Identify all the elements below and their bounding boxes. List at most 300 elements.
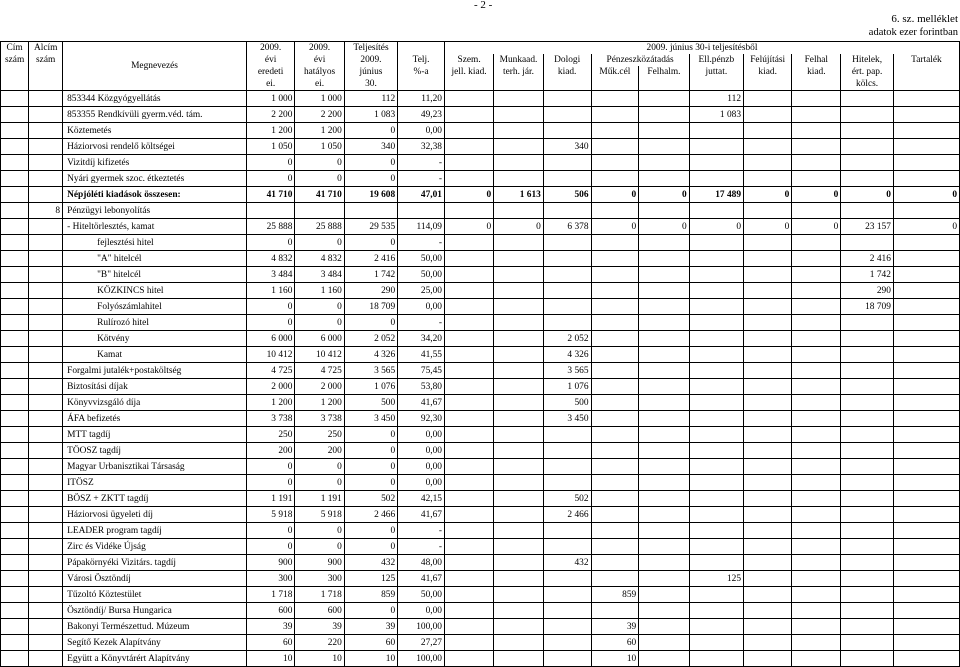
- value-cell: [893, 347, 959, 363]
- value-cell: 10: [344, 651, 397, 667]
- value-cell: [841, 379, 894, 395]
- value-cell: [841, 139, 894, 155]
- value-cell: 2 200: [295, 107, 344, 123]
- value-cell: [494, 587, 544, 603]
- cim-cell: [1, 363, 29, 379]
- alcim-cell: [29, 443, 63, 459]
- value-cell: [444, 587, 493, 603]
- value-cell: 39: [295, 619, 344, 635]
- value-cell: [543, 587, 591, 603]
- table-row: [1, 267, 960, 283]
- cim-cell: [1, 571, 29, 587]
- table-row: [1, 139, 960, 155]
- value-cell: 900: [246, 555, 294, 571]
- value-cell: [744, 571, 792, 587]
- value-cell: [689, 251, 743, 267]
- value-cell: [893, 379, 959, 395]
- value-cell: 4 725: [295, 363, 344, 379]
- value-cell: -: [398, 315, 445, 331]
- value-cell: [792, 123, 841, 139]
- value-cell: [543, 635, 591, 651]
- value-cell: 39: [591, 619, 639, 635]
- value-cell: 0: [639, 187, 690, 203]
- value-cell: [494, 443, 544, 459]
- table-row: [1, 347, 960, 363]
- value-cell: 0: [344, 603, 397, 619]
- value-cell: [494, 651, 544, 667]
- row-label: 853355 Rendkívüli gyerm.véd. tám.: [63, 107, 247, 123]
- value-cell: [639, 107, 690, 123]
- value-cell: [444, 651, 493, 667]
- value-cell: [744, 299, 792, 315]
- value-cell: [893, 395, 959, 411]
- header-c2-4: ei.: [295, 78, 344, 91]
- value-cell: 0: [344, 235, 397, 251]
- value-cell: 0: [344, 171, 397, 187]
- alcim-cell: [29, 491, 63, 507]
- value-cell: [444, 411, 493, 427]
- header-c1-3: eredeti: [246, 66, 294, 78]
- value-cell: 0: [444, 187, 493, 203]
- value-cell: [841, 587, 894, 603]
- value-cell: 0: [295, 315, 344, 331]
- header-c12: Felhal: [792, 54, 841, 66]
- alcim-cell: [29, 363, 63, 379]
- value-cell: [792, 91, 841, 107]
- value-cell: [591, 91, 639, 107]
- value-cell: [494, 123, 544, 139]
- table-row: [1, 171, 960, 187]
- value-cell: 3 565: [543, 363, 591, 379]
- value-cell: 0: [344, 459, 397, 475]
- value-cell: [543, 107, 591, 123]
- cim-cell: [1, 91, 29, 107]
- value-cell: [744, 107, 792, 123]
- header-alcim: Alcím: [29, 42, 63, 55]
- value-cell: [841, 427, 894, 443]
- alcim-cell: [29, 459, 63, 475]
- value-cell: [639, 395, 690, 411]
- value-cell: [893, 91, 959, 107]
- value-cell: [494, 203, 544, 219]
- value-cell: 3 450: [344, 411, 397, 427]
- value-cell: 27,27: [398, 635, 445, 651]
- value-cell: [893, 107, 959, 123]
- header-c9: Felhalm.: [639, 66, 690, 78]
- value-cell: [543, 315, 591, 331]
- value-cell: 0: [295, 523, 344, 539]
- value-cell: 1 000: [246, 91, 294, 107]
- value-cell: [792, 395, 841, 411]
- value-cell: [893, 155, 959, 171]
- value-cell: [893, 603, 959, 619]
- value-cell: [591, 427, 639, 443]
- value-cell: [344, 203, 397, 219]
- alcim-cell: [29, 139, 63, 155]
- value-cell: 23 157: [841, 219, 894, 235]
- header-c10-2: juttat.: [689, 66, 743, 78]
- value-cell: 1 050: [246, 139, 294, 155]
- header-name: Megnevezés: [63, 54, 247, 78]
- value-cell: [444, 555, 493, 571]
- value-cell: 4 832: [295, 251, 344, 267]
- value-cell: 300: [295, 571, 344, 587]
- value-cell: [543, 459, 591, 475]
- value-cell: 39: [246, 619, 294, 635]
- value-cell: 0: [295, 459, 344, 475]
- value-cell: [744, 331, 792, 347]
- value-cell: 1 076: [543, 379, 591, 395]
- row-label: Pénzügyi lebonyolítás: [63, 203, 247, 219]
- value-cell: 432: [344, 555, 397, 571]
- value-cell: [543, 155, 591, 171]
- row-label: Folyószámlahitel: [63, 299, 247, 315]
- alcim-cell: [29, 395, 63, 411]
- value-cell: [744, 459, 792, 475]
- value-cell: [639, 475, 690, 491]
- header-c13: Hitelek,: [841, 54, 894, 66]
- value-cell: 114,09: [398, 219, 445, 235]
- value-cell: [689, 475, 743, 491]
- value-cell: [444, 539, 493, 555]
- value-cell: [792, 283, 841, 299]
- value-cell: [543, 203, 591, 219]
- value-cell: 0: [639, 219, 690, 235]
- value-cell: 39: [344, 619, 397, 635]
- value-cell: 506: [543, 187, 591, 203]
- table-body: [1, 91, 960, 667]
- value-cell: 19 608: [344, 187, 397, 203]
- value-cell: 1 613: [494, 187, 544, 203]
- value-cell: [792, 459, 841, 475]
- value-cell: [444, 619, 493, 635]
- value-cell: [689, 347, 743, 363]
- value-cell: [744, 123, 792, 139]
- value-cell: [639, 235, 690, 251]
- value-cell: 5 918: [295, 507, 344, 523]
- alcim-cell: 8: [29, 203, 63, 219]
- value-cell: [494, 363, 544, 379]
- value-cell: [543, 267, 591, 283]
- value-cell: 25 888: [246, 219, 294, 235]
- row-label: Ösztöndíj/ Bursa Hungarica: [63, 603, 247, 619]
- value-cell: 290: [841, 283, 894, 299]
- value-cell: [792, 251, 841, 267]
- table-row: [1, 91, 960, 107]
- value-cell: [841, 395, 894, 411]
- value-cell: [543, 475, 591, 491]
- value-cell: [543, 283, 591, 299]
- value-cell: [591, 363, 639, 379]
- value-cell: [444, 283, 493, 299]
- row-label: Háziorvosi rendelő költségei: [63, 139, 247, 155]
- value-cell: 17 489: [689, 187, 743, 203]
- value-cell: [841, 363, 894, 379]
- header-c2-2: évi: [295, 54, 344, 66]
- cim-cell: [1, 267, 29, 283]
- value-cell: [841, 539, 894, 555]
- value-cell: [591, 139, 639, 155]
- value-cell: [591, 507, 639, 523]
- value-cell: [591, 347, 639, 363]
- value-cell: [639, 555, 690, 571]
- value-cell: 4 326: [344, 347, 397, 363]
- row-label: fejlesztési hitel: [63, 235, 247, 251]
- value-cell: [639, 363, 690, 379]
- value-cell: [444, 235, 493, 251]
- value-cell: [893, 171, 959, 187]
- value-cell: [543, 427, 591, 443]
- cim-cell: [1, 475, 29, 491]
- value-cell: [841, 155, 894, 171]
- row-label: Pápakörnyéki Vizitárs. tagdíj: [63, 555, 247, 571]
- value-cell: 2 200: [246, 107, 294, 123]
- value-cell: [639, 587, 690, 603]
- value-cell: [841, 635, 894, 651]
- value-cell: 25,00: [398, 283, 445, 299]
- alcim-cell: [29, 603, 63, 619]
- value-cell: [494, 315, 544, 331]
- alcim-cell: [29, 171, 63, 187]
- value-cell: [744, 475, 792, 491]
- row-label: LEADER program tagdíj: [63, 523, 247, 539]
- table-row: [1, 251, 960, 267]
- value-cell: 125: [689, 571, 743, 587]
- page-number: - 2 -: [474, 0, 493, 11]
- value-cell: 1 200: [295, 123, 344, 139]
- value-cell: [744, 603, 792, 619]
- alcim-cell: [29, 267, 63, 283]
- value-cell: [444, 91, 493, 107]
- value-cell: 502: [344, 491, 397, 507]
- value-cell: [591, 315, 639, 331]
- header-cim-2: szám: [1, 54, 29, 66]
- row-label: Rulírozó hitel: [63, 315, 247, 331]
- alcim-cell: [29, 251, 63, 267]
- value-cell: 0: [295, 299, 344, 315]
- value-cell: [639, 539, 690, 555]
- value-cell: [792, 475, 841, 491]
- value-cell: [744, 507, 792, 523]
- table-row: [1, 395, 960, 411]
- value-cell: [639, 251, 690, 267]
- value-cell: [444, 475, 493, 491]
- cim-cell: [1, 555, 29, 571]
- value-cell: [744, 283, 792, 299]
- row-label: Háziorvosi ügyeleti díj: [63, 507, 247, 523]
- header-c11-2: kiad.: [744, 66, 792, 78]
- value-cell: [543, 123, 591, 139]
- value-cell: [689, 139, 743, 155]
- value-cell: [543, 299, 591, 315]
- value-cell: [639, 91, 690, 107]
- value-cell: [689, 603, 743, 619]
- value-cell: [792, 555, 841, 571]
- table-row: [1, 203, 960, 219]
- value-cell: [444, 251, 493, 267]
- row-label: MTT tagdíj: [63, 427, 247, 443]
- value-cell: [689, 203, 743, 219]
- value-cell: [639, 283, 690, 299]
- value-cell: 859: [344, 587, 397, 603]
- value-cell: [893, 283, 959, 299]
- value-cell: 0: [246, 171, 294, 187]
- value-cell: 0: [344, 315, 397, 331]
- value-cell: [639, 571, 690, 587]
- value-cell: [494, 427, 544, 443]
- value-cell: 300: [246, 571, 294, 587]
- cim-cell: [1, 123, 29, 139]
- value-cell: [591, 459, 639, 475]
- table-row: [1, 443, 960, 459]
- value-cell: [639, 315, 690, 331]
- table-row: [1, 379, 960, 395]
- value-cell: 41 710: [246, 187, 294, 203]
- value-cell: [444, 203, 493, 219]
- value-cell: [893, 427, 959, 443]
- value-cell: 2 416: [841, 251, 894, 267]
- table-row: [1, 283, 960, 299]
- header-c4-3: %-a: [398, 66, 445, 78]
- header-c13-3: kölcs.: [841, 78, 894, 91]
- value-cell: [494, 347, 544, 363]
- value-cell: [744, 139, 792, 155]
- value-cell: [591, 235, 639, 251]
- value-cell: 250: [246, 427, 294, 443]
- value-cell: 2 052: [543, 331, 591, 347]
- table-row: [1, 299, 960, 315]
- table-row: [1, 219, 960, 235]
- alcim-cell: [29, 539, 63, 555]
- alcim-cell: [29, 155, 63, 171]
- value-cell: [893, 411, 959, 427]
- value-cell: 47,01: [398, 187, 445, 203]
- value-cell: 3 484: [246, 267, 294, 283]
- value-cell: [689, 427, 743, 443]
- cim-cell: [1, 427, 29, 443]
- value-cell: [591, 283, 639, 299]
- value-cell: [792, 315, 841, 331]
- value-cell: [639, 491, 690, 507]
- table-row: [1, 235, 960, 251]
- value-cell: 0,00: [398, 443, 445, 459]
- value-cell: 0: [792, 187, 841, 203]
- header-c1: 2009.: [246, 42, 294, 55]
- header-c8a: Pénzeszközátadás: [591, 54, 689, 66]
- value-cell: [689, 539, 743, 555]
- value-cell: [792, 507, 841, 523]
- value-cell: 75,45: [398, 363, 445, 379]
- cim-cell: [1, 219, 29, 235]
- value-cell: [744, 235, 792, 251]
- value-cell: [841, 571, 894, 587]
- row-label: Együtt a Könyvtárért Alapítvány: [63, 651, 247, 667]
- alcim-cell: [29, 475, 63, 491]
- value-cell: [494, 379, 544, 395]
- value-cell: [689, 635, 743, 651]
- value-cell: 1 200: [295, 395, 344, 411]
- row-label: Vizitdíj kifizetés: [63, 155, 247, 171]
- value-cell: 4 725: [246, 363, 294, 379]
- budget-table: [0, 41, 960, 667]
- row-label: Tűzoltó Köztestület: [63, 587, 247, 603]
- alcim-cell: [29, 315, 63, 331]
- value-cell: [543, 539, 591, 555]
- value-cell: 50,00: [398, 587, 445, 603]
- value-cell: [893, 123, 959, 139]
- cim-cell: [1, 587, 29, 603]
- value-cell: [591, 171, 639, 187]
- value-cell: [893, 315, 959, 331]
- value-cell: 41,67: [398, 571, 445, 587]
- cim-cell: [1, 187, 29, 203]
- value-cell: 250: [295, 427, 344, 443]
- value-cell: [744, 395, 792, 411]
- value-cell: 5 918: [246, 507, 294, 523]
- value-cell: 1 718: [246, 587, 294, 603]
- value-cell: 1 718: [295, 587, 344, 603]
- value-cell: 3 484: [295, 267, 344, 283]
- value-cell: [792, 235, 841, 251]
- value-cell: [444, 491, 493, 507]
- alcim-cell: [29, 523, 63, 539]
- value-cell: 0: [591, 219, 639, 235]
- value-cell: [494, 91, 544, 107]
- value-cell: [494, 283, 544, 299]
- value-cell: [744, 555, 792, 571]
- value-cell: [543, 443, 591, 459]
- value-cell: 340: [344, 139, 397, 155]
- cim-cell: [1, 283, 29, 299]
- row-label: Forgalmi jutalék+postaköltség: [63, 363, 247, 379]
- value-cell: [893, 619, 959, 635]
- value-cell: [792, 155, 841, 171]
- value-cell: [893, 443, 959, 459]
- value-cell: 10: [591, 651, 639, 667]
- value-cell: 0: [494, 219, 544, 235]
- value-cell: [494, 539, 544, 555]
- value-cell: [246, 203, 294, 219]
- row-label: ÁFA befizetés: [63, 411, 247, 427]
- row-label: ITÖSZ: [63, 475, 247, 491]
- value-cell: [689, 267, 743, 283]
- value-cell: [494, 555, 544, 571]
- alcim-cell: [29, 587, 63, 603]
- value-cell: [689, 379, 743, 395]
- value-cell: 1 200: [246, 123, 294, 139]
- value-cell: 29 535: [344, 219, 397, 235]
- table-row: [1, 331, 960, 347]
- value-cell: [893, 299, 959, 315]
- annex-unit: adatok ezer forintban: [868, 27, 958, 38]
- header-c4: [398, 42, 445, 55]
- value-cell: [744, 203, 792, 219]
- value-cell: [792, 379, 841, 395]
- cim-cell: [1, 459, 29, 475]
- header-c6: Munkaad.: [494, 54, 544, 66]
- alcim-cell: [29, 379, 63, 395]
- value-cell: [543, 603, 591, 619]
- value-cell: 0,00: [398, 459, 445, 475]
- value-cell: [744, 651, 792, 667]
- row-label: "A" hitelcél: [63, 251, 247, 267]
- value-cell: 0: [246, 235, 294, 251]
- alcim-cell: [29, 651, 63, 667]
- value-cell: [792, 203, 841, 219]
- cim-cell: [1, 379, 29, 395]
- value-cell: [792, 299, 841, 315]
- value-cell: [841, 91, 894, 107]
